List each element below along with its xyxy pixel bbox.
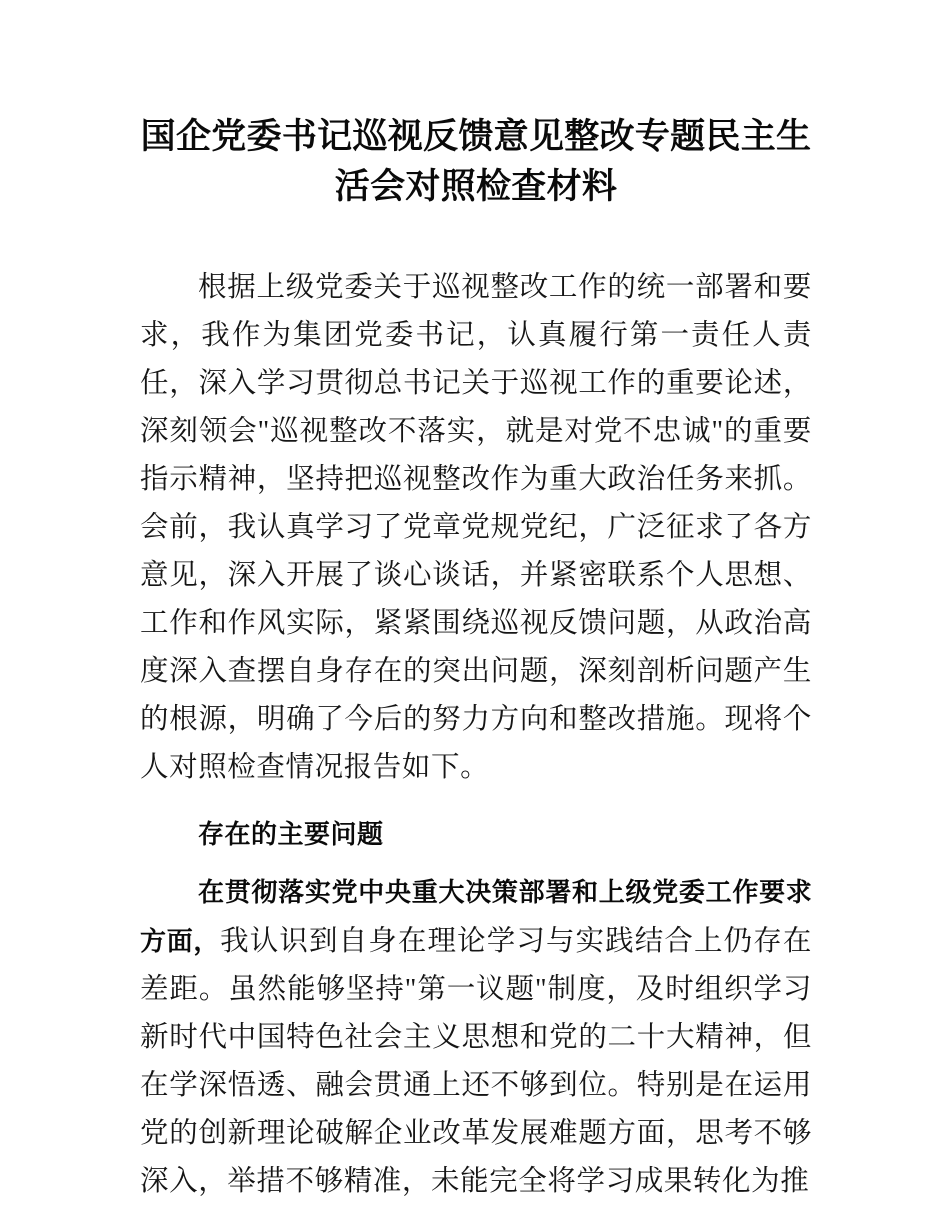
paragraph-issue-1-text: 我认识到自身在理论学习与实践结合上仍存在差距。虽然能够坚持"第一议题"制度，及时组织学习新时代中国特色社会主义思想和党的二十大精神，但在学深悟透、融会贯通上还不够到位。特别是在运用党的创新理论破解企业改革发展难题方面，思考不够深入，举措不够精准，未能完全将学习成果转化为推 bbox=[140, 926, 812, 1197]
document-body bbox=[140, 212, 812, 1206]
paragraph-intro: 根据上级党委关于巡视整改工作的统一部署和要求，我作为集团党委书记，认真履行第一责任人责任，深入学习贯彻总书记关于巡视工作的重要论述，深刻领会"巡视整改不落实，就是对党不忠诚"的重要指示精神，坚持把巡视整改作为重大政治任务来抓。会前，我认真学习了党章党规党纪，广泛征求了各方意见，深入开展了谈心谈话，并紧密联系个人思想、工作和作风实际，紧紧围绕巡视反馈问题，从政治高度深入查摆自身存在的突出问题，深刻剖析问题产生的根源，明确了今后的努力方向和整改措施。现将个人对照检查情况报告如下。 bbox=[140, 272, 812, 783]
paragraph-issue-1 bbox=[140, 858, 812, 1206]
page-title: 国企党委书记巡视反馈意见整改专题民主生活会对照检查材料 bbox=[140, 117, 812, 206]
section-heading-main-issues: 存在的主要问题 bbox=[198, 819, 384, 849]
paragraph-issue-1-lead-in: 在贯彻落实党中央重大决策部署和上级党委工作要求方面， bbox=[140, 877, 812, 956]
document-content-column bbox=[140, 0, 812, 1206]
